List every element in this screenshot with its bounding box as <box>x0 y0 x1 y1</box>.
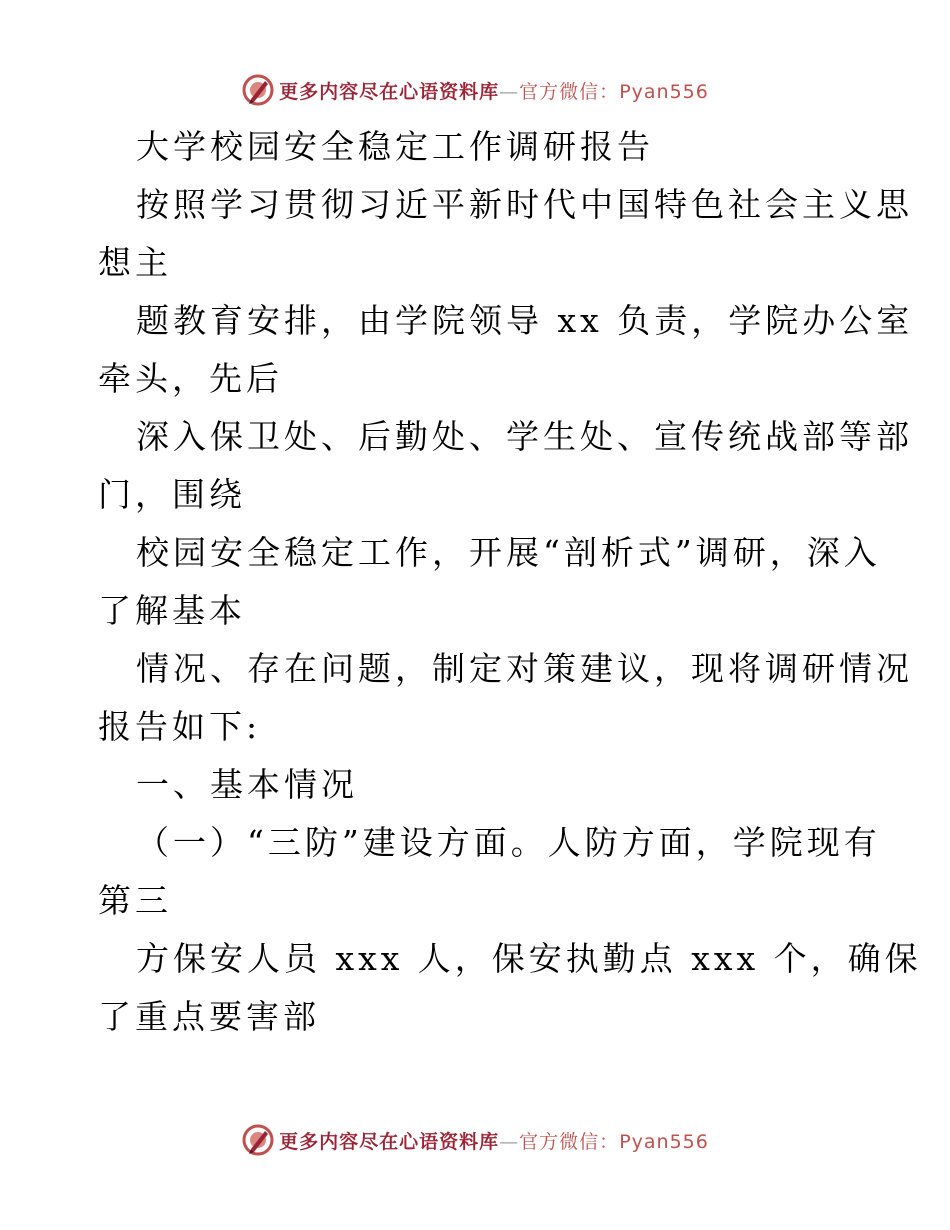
text-line: 一、基本情况 <box>136 765 358 804</box>
watermark-separator: — <box>499 80 520 103</box>
watermark-highlight: 更多内容尽在心语资料库 <box>279 80 500 103</box>
watermark-text <box>279 1127 709 1154</box>
text-line: 了重点要害部 <box>98 997 320 1036</box>
watermark-id: Pyan556 <box>619 80 709 103</box>
text-line: 情况、存在问题，制定对策建议，现将调研情况 <box>136 649 913 688</box>
pen-nib-logo-icon <box>241 73 275 107</box>
watermark-separator: — <box>499 1130 520 1153</box>
watermark-highlight: 更多内容尽在心语资料库 <box>279 1130 500 1153</box>
watermark-header <box>0 70 950 110</box>
watermark-text <box>279 77 709 104</box>
text-line: （一）“三防”建设方面。人防方面，学院现有 <box>136 823 881 862</box>
text-line: 方保安人员 xxx 人，保安执勤点 xxx 个，确保 <box>136 939 922 978</box>
document-body <box>98 118 922 1046</box>
text-line: 了解基本 <box>98 591 246 630</box>
text-line: 按照学习贯彻习近平新时代中国特色社会主义思 <box>136 185 913 224</box>
text-line: 校园安全稳定工作，开展“剖析式”调研，深入 <box>136 533 881 572</box>
text-line: 题教育安排，由学院领导 xx 负责，学院办公室 <box>136 301 914 340</box>
watermark-suffix: 官方微信： <box>519 1130 620 1153</box>
text-line: 门，围绕 <box>98 475 246 514</box>
watermark-id: Pyan556 <box>619 1130 709 1153</box>
pen-nib-logo-icon <box>241 1123 275 1157</box>
watermark-footer <box>0 1120 950 1160</box>
text-line: 大学校园安全稳定工作调研报告 <box>136 127 654 166</box>
text-line: 第三 <box>98 881 172 920</box>
watermark-suffix: 官方微信： <box>519 80 620 103</box>
text-line: 报告如下: <box>98 707 262 746</box>
text-line: 牵头，先后 <box>98 359 283 398</box>
text-line: 想主 <box>98 243 172 282</box>
text-line: 深入保卫处、后勤处、学生处、宣传统战部等部 <box>136 417 913 456</box>
